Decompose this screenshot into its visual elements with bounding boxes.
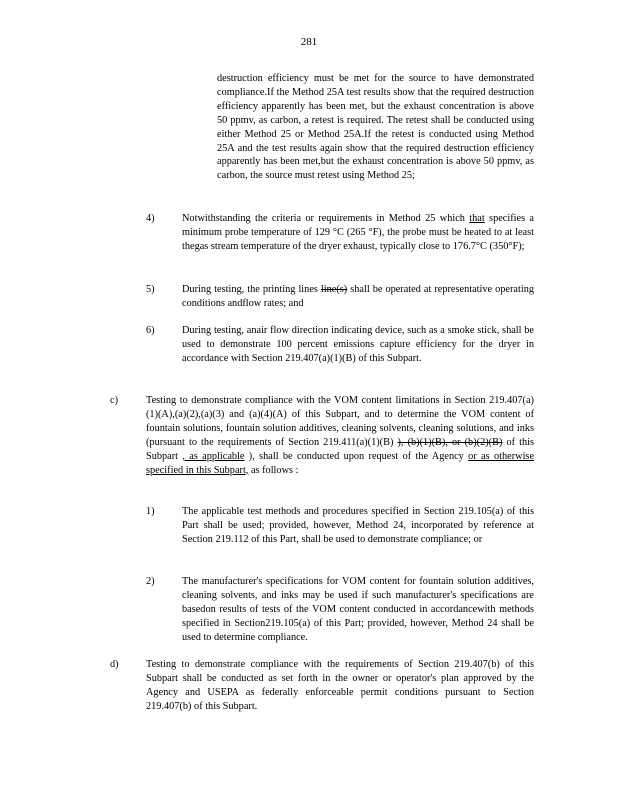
section-c-deleted-text: ), (b)(1)(B), or (b)(2)(B): [397, 436, 503, 448]
item-5-text-c: shall be operated at representative operating conditions andflow rates; and: [182, 284, 534, 309]
item-4-inserted-text: that: [469, 213, 485, 224]
section-c-paragraph: [146, 394, 534, 477]
item-5-label: 5): [146, 284, 155, 295]
item-4-text-c: specifies a minimum probe temperature of 129 °C (265 °F), the probe must be heated to at least thegas stream temperature of the dryer exhaust, typically close to 176.7°C (350°F);: [182, 213, 534, 252]
item-6-label: 6): [146, 325, 155, 336]
continuation-paragraph: [217, 72, 534, 183]
item-c1-paragraph: [182, 505, 534, 547]
section-c-text-g: as follows :: [248, 464, 299, 476]
continuation-text: destruction efficiency must be met for the source to have demonstrated compliance.If the Method 25A test results show that the required destruction efficiency apparently has been met, but the exhaust concentration is above 50 ppmv, as carbon, a retest is required. The retest shall be conducted using either Method 25 or Method 25A.If the retest is conducted using Method 25A and the test results again show that the required destruction efficiency apparently has been met,but the exhaust concentration is above 50 ppmv, as carbon, the source must retest using Method 25;: [217, 73, 534, 182]
item-5-deleted-text: line(s): [320, 284, 348, 295]
section-c-text-e: ), shall be conducted upon request of the Agency: [244, 450, 469, 462]
item-5-paragraph: [182, 283, 534, 311]
section-c-inserted-text-1: , as applicable: [182, 450, 245, 462]
item-c1-label: 1): [146, 506, 155, 517]
item-4-label: 4): [146, 213, 155, 224]
section-d-label: d): [110, 659, 119, 670]
item-c2-label: 2): [146, 576, 155, 587]
page-number: 281: [300, 36, 318, 48]
item-5-text-a: During testing, the printing lines: [182, 284, 321, 295]
item-c1-text: The applicable test methods and procedures specified in Section 219.105(a) of this Part shall be used; provided, however, Method 24, incorporated by reference at Section 219.112 of this Part, shall be used to demonstrate compliance; or: [182, 506, 534, 545]
section-c-text-c: of this Subpart: [146, 436, 534, 462]
item-c2-paragraph: [182, 575, 534, 645]
item-4-paragraph: [182, 212, 534, 254]
section-c-inserted-text-2: or as otherwise specified in this Subpart,: [146, 450, 535, 476]
section-c-label: c): [110, 395, 118, 406]
item-4-text-a: Notwithstanding the criteria or requirements in Method 25 which: [182, 213, 470, 224]
item-6-text: During testing, anair flow direction indicating device, such as a smoke stick, shall be used to demonstrate 100 percent emissions capture efficiency for the dryer in accordance with Section 219.407(a)(1)(B) of this Subpart.: [182, 325, 534, 364]
item-6-paragraph: [182, 324, 534, 366]
item-c2-text: The manufacturer's specifications for VOM content for fountain solution additives, cleaning solvents, and inks may be used if such manufacturer's specifications are basedon results of tests of the VOM content conducted in accordancewith methods specified in Section219.105(a) of this Part; provided, however, Method 24 shall be used to determine compliance.: [182, 576, 534, 643]
section-d-text: Testing to demonstrate compliance with the requirements of Section 219.407(b) of this Subpart shall be conducted as set forth in the owner or operator's plan approved by the Agency and USEPA as federally enforceable permit conditions pursuant to Section 219.407(b) of this Subpart.: [146, 659, 534, 712]
section-c-text-a: Testing to demonstrate compliance with the VOM content limitations in Section 219.407(a)(1)(A),(a)(2),(a)(3) and (a)(4)(A) of this Subpart, and to determine the VOM content of fountain solutions, fountain solution additives, cleaning solvents, cleaning solutions, and inks (pursuant to the requirements of Section 219.411(a)(1)(B): [146, 395, 534, 448]
section-d-paragraph: [146, 658, 534, 714]
